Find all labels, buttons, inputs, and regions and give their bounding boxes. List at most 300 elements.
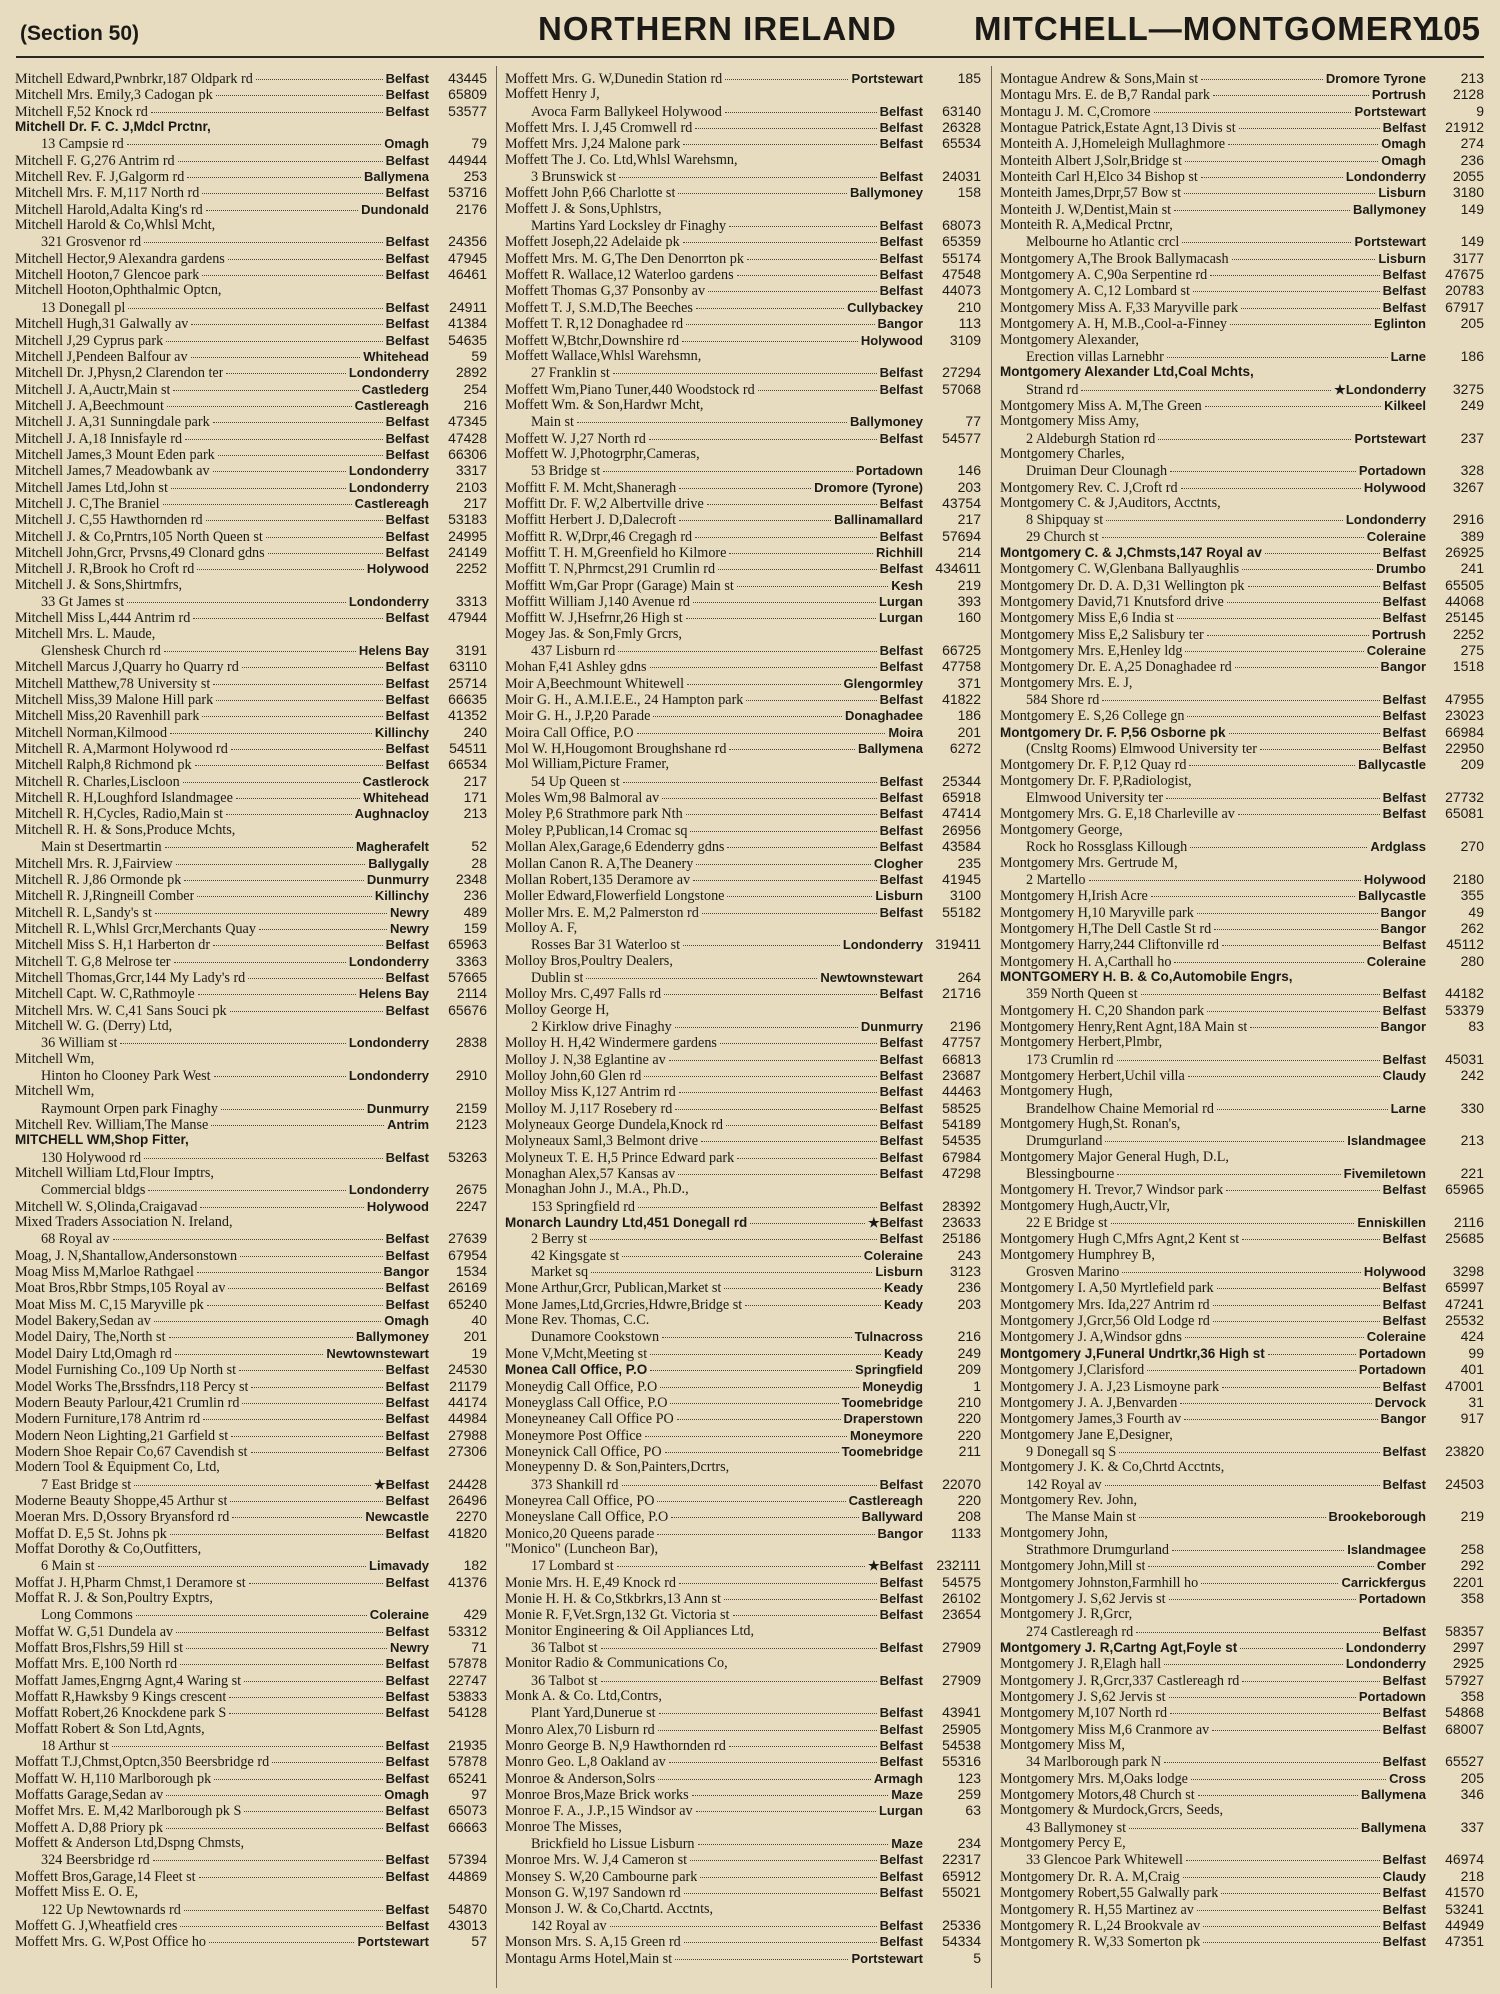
entry-name: Mitchell Mrs. R. J,Fairview [15,855,173,872]
entry-exchange: Belfast [385,1770,429,1786]
entry-phone-number: 41822 [942,691,981,708]
entry-name: Moffatt W. H,110 Marlborough pk [15,1770,212,1787]
entry-exchange: Belfast [385,1656,429,1672]
listing-entry [15,1247,487,1263]
entry-exchange: Holywood [366,561,429,577]
entry-exchange: Belfast [385,969,429,985]
entry-exchange: Lisburn [875,1264,923,1280]
dot-leader [747,259,877,260]
dot-leader [679,1092,877,1093]
entry-phone-number: 47955 [1445,691,1484,708]
listing-entry [1000,511,1484,527]
entry-exchange: Bangor [877,316,923,332]
listing-entry [505,1132,981,1148]
dot-leader [669,1060,877,1061]
entry-name: Moffatt Bros,Flshrs,59 Hill st [15,1640,184,1656]
entry-name: 324 Beersbridge rd [41,1852,150,1869]
listing-entry [1000,1018,1484,1034]
entry-exchange: Belfast [879,790,923,806]
dot-leader [696,308,844,309]
entry-exchange: Belfast [879,120,923,136]
listing-entry [15,1884,487,1900]
entry-phone-number: 21912 [1445,119,1484,136]
listing-entry [505,364,981,380]
listing-entry [15,1688,487,1704]
dot-leader [718,569,877,570]
listing-entry [1000,1361,1484,1377]
dot-leader [184,1910,383,1911]
entry-exchange: Belfast [879,1738,923,1754]
entry-phone-number: 1 [973,1377,981,1394]
entry-phone-number: 58357 [1445,1622,1484,1639]
entry-phone-number: 221 [1460,1165,1484,1182]
entry-exchange: Belfast [1382,1721,1426,1737]
entry-phone-number: 24530 [448,1361,487,1378]
entry-name: Moneyglass Call Office, P.O [505,1394,668,1411]
entry-name: Montgomery J. S,62 Jervis st [1000,1689,1166,1706]
entry-phone-number: 65676 [448,1001,487,1018]
entry-phone-number: 216 [463,396,487,413]
entry-exchange: Londonderry [842,937,923,953]
entry-name: Mitchell William Ltd,Flour Imptrs, [15,1165,214,1182]
entry-phone-number: 213 [1460,1132,1484,1149]
entry-phone-number: 44944 [448,151,487,168]
entry-exchange: Bangor [1380,920,1426,936]
entry-exchange: Holywood [860,332,923,348]
listing-entry [15,1051,487,1067]
dot-leader [684,1893,877,1894]
entry-name: Montgomery J. K. & Co,Chrtd Acctnts, [1000,1459,1225,1476]
listing-entry [505,495,981,511]
entry-phone-number: 26496 [448,1491,487,1508]
listing-entry [15,1770,487,1786]
entry-name: Mitchell W. G. (Derry) Ltd, [15,1017,173,1034]
dot-leader [164,651,356,652]
entry-name: Montgomery R. W,33 Somerton pk [1000,1934,1201,1951]
entry-exchange: Bangor [1380,1411,1426,1427]
dot-leader [1105,1485,1380,1486]
entry-exchange: Belfast [1382,1296,1426,1312]
entry-phone-number: 3363 [455,952,487,969]
entry-name: Mitchell Capt. W. C,Rathmoyle [15,986,195,1003]
listing-entry [15,348,487,364]
listing-entry [15,217,487,233]
dot-leader [1184,193,1375,194]
entry-exchange: Belfast [385,1247,429,1263]
dot-leader [645,1436,847,1437]
entry-phone-number: 393 [957,593,981,609]
entry-name: Mitchell R. L,Whlsl Grcr,Merchants Quay [15,920,256,937]
entry-name: Molloy J. N,38 Eglantine av [505,1051,666,1068]
entry-exchange: Maze [891,1836,923,1852]
entry-name: Montgomery J. S,62 Jervis st [1000,1590,1166,1607]
entry-exchange: Belfast [879,1133,923,1149]
listing-entry [15,773,487,789]
entry-exchange: Belfast [385,1917,429,1933]
entry-name: Hinton ho Clooney Park West [41,1067,211,1084]
dot-leader [170,1534,383,1535]
listing-entry [15,1933,487,1949]
listing-entry [15,119,487,135]
dot-leader [207,1305,383,1306]
entry-name: Montgomery C. & J,Chmsts,147 Royal av [1000,544,1262,560]
entry-name: Model Works The,Brssfndrs,118 Percy st [15,1378,249,1395]
listing-entry [1000,1427,1484,1443]
entry-phone-number: 53312 [448,1622,487,1639]
entry-phone-number: 57665 [448,968,487,985]
dot-leader [153,1860,383,1861]
entry-phone-number: 54511 [449,740,487,757]
entry-exchange: Belfast [385,708,429,724]
entry-exchange: Belfast [879,822,923,838]
listing-entry [505,1443,981,1459]
entry-exchange: Newry [389,920,429,936]
entry-name: Monteith Carl H,Elco 34 Bishop st [1000,169,1198,186]
entry-exchange: Portadown [1358,463,1426,479]
listing-entry [505,1639,981,1655]
listing-entry [1000,1296,1484,1312]
dot-leader [737,1158,876,1159]
listing-entry [1000,658,1484,674]
listing-entry [15,1067,487,1083]
listing-entry [1000,1672,1484,1688]
entry-phone-number: 264 [957,968,981,985]
entry-name: Monroe The Misses, [505,1818,622,1835]
listing-entry [15,233,487,249]
dot-leader [1164,1664,1343,1665]
dot-leader [230,1011,383,1012]
entry-phone-number: 26169 [448,1279,487,1296]
dot-leader [669,1762,877,1763]
entry-name: Dunamore Cookstown [531,1329,660,1346]
entry-exchange: Londonderry [348,1182,429,1198]
entry-phone-number: 371 [957,674,981,691]
entry-exchange: Londonderry [348,479,429,495]
entry-name: 9 Donegall sq S [1026,1443,1117,1460]
dot-leader [1129,1828,1358,1829]
listing-entry [1000,1590,1484,1606]
entry-phone-number: 159 [463,919,487,936]
dot-leader [724,1288,881,1289]
entry-exchange: Ballinamallard [834,512,923,528]
entry-name: Moffett Mrs. J,24 Malone park [505,136,681,153]
listing-entry [15,560,487,576]
entry-name: Moley P,6 Strathmore park Nth [505,806,683,823]
entry-phone-number: 203 [957,478,981,495]
entry-exchange: Belfast [385,528,429,544]
entry-phone-number: 220 [957,1410,981,1427]
dot-leader [1229,733,1380,734]
listing-entry [1000,740,1484,756]
dot-leader [1240,1648,1343,1649]
entry-exchange: Belfast [385,1411,429,1427]
listing-entry [505,1100,981,1116]
entry-exchange: Belfast [385,1738,429,1754]
entry-phone-number: 24149 [448,543,487,560]
entry-exchange: Belfast [385,1623,429,1639]
listing-entry [15,1802,487,1818]
dot-leader [1170,1713,1380,1714]
listing-entry [505,1868,981,1884]
entry-name: Monroe F. A., J.P.,15 Windsor av [505,1803,693,1820]
entry-phone-number: 489 [463,903,487,920]
listing-entry [505,1312,981,1328]
entry-exchange: Belfast [385,1868,429,1884]
entry-name: Model Dairy, The,North st [15,1329,166,1346]
listing-entry [1000,642,1484,658]
entry-phone-number: 182 [463,1557,487,1574]
entry-phone-number: 45112 [1446,936,1484,953]
entry-name: Moffatts Garage,Sedan av [15,1787,164,1804]
listing-entry [1000,577,1484,593]
entry-phone-number: 358 [1460,1589,1484,1606]
entry-exchange: Belfast [1382,1917,1426,1933]
listing-entry [15,642,487,658]
entry-exchange: Claudy [1382,1868,1426,1884]
listing-entry [505,250,981,266]
entry-exchange: Belfast [879,904,923,920]
listing-column-2 [505,70,981,1988]
listing-entry [1000,1917,1484,1933]
dot-leader [1214,929,1377,930]
entry-exchange: Castlederg [361,381,429,397]
dot-leader [231,1436,382,1437]
entry-phone-number: 217 [463,494,487,511]
entry-exchange: Belfast [879,1705,923,1721]
dot-leader [1174,962,1363,963]
entry-name: 6 Main st [41,1558,95,1575]
entry-name: Moneyslane Call Office, P.O [505,1509,669,1526]
dot-leader [686,814,877,815]
entry-name: Mitchell Miss S. H,1 Harberton dr [15,937,211,954]
entry-exchange: Belfast [879,1868,923,1884]
dot-leader [180,1664,383,1665]
entry-name: Montgomery Hugh,Auctr,Vlr, [1000,1197,1170,1214]
entry-name: Monro Geo. L,8 Oakland av [505,1754,666,1771]
dot-leader [249,1583,383,1584]
entry-name: Montgomery J,Funeral Undrtkr,36 High st [1000,1345,1265,1361]
entry-exchange: Belfast [879,169,923,185]
entry-phone-number: 54868 [1445,1704,1484,1721]
entry-name: Montgomery Mrs. E,Henley ldg [1000,643,1183,660]
entry-name: 34 Marlborough park N [1026,1754,1162,1771]
entry-exchange: Londonderry [348,1067,429,1083]
listing-entry [1000,609,1484,625]
entry-phone-number: 65081 [1445,805,1484,822]
listing-entry [15,1901,487,1917]
entry-name: 43 Ballymoney st [1026,1819,1127,1836]
entry-name: Moneynick Call Office, PO [505,1443,662,1460]
entry-name: Molyneaux Saml,3 Belmont drive [505,1133,699,1150]
entry-phone-number: 65534 [942,135,981,152]
entry-phone-number: 53183 [448,511,487,528]
dot-leader [698,1844,889,1845]
dot-leader [184,880,364,881]
listing-entry [15,1214,487,1230]
listing-entry [1000,1819,1484,1835]
entry-name: Moffitt W. J,Hsefrnr,26 High st [505,610,683,627]
entry-exchange: Lurgan [878,610,923,626]
listing-entry [505,479,981,495]
entry-name: Montgomery Hugh,St. Ronan's, [1000,1116,1181,1132]
listing-entry [1000,1884,1484,1900]
entry-name: Blessingbourne [1026,1166,1115,1183]
entry-exchange: Helens Bay [358,643,429,659]
listing-entry [1000,1835,1484,1851]
entry-exchange: Belfast [385,741,429,757]
entry-name: Monaghan Alex,57 Kansas av [505,1166,676,1183]
listing-entry [15,822,487,838]
listing-entry [1000,1459,1484,1475]
entry-phone-number: 41384 [448,315,487,332]
listing-entry [505,773,981,789]
entry-name: Mone Rev. Thomas, C.C. [505,1312,650,1329]
entry-phone-number: 54128 [448,1704,487,1721]
entry-phone-number: 57878 [448,1753,487,1770]
entry-exchange: Belfast [385,1705,429,1721]
entry-name: Moley P,Publican,14 Cromac sq [505,822,688,839]
listing-entry [1000,1623,1484,1639]
dot-leader [167,406,352,407]
dot-leader [1111,1223,1355,1224]
listing-entry [1000,201,1484,217]
entry-phone-number: 65359 [942,233,981,250]
entry-exchange: Ardglass [1370,839,1426,855]
dot-leader [1174,210,1350,211]
dot-leader [733,1615,877,1616]
entry-phone-number: 330 [1460,1099,1484,1116]
listing-entry [1000,86,1484,102]
entry-name: Montgomery J,Clarisford [1000,1362,1145,1379]
entry-name: Mitchell R. H,Cycles, Radio,Main st [15,806,224,823]
entry-exchange: Belfast [879,1607,923,1623]
listing-entry [505,855,981,871]
entry-exchange: Omagh [384,1787,429,1803]
listing-entry [1000,528,1484,544]
listing-entry [505,1476,981,1492]
entry-exchange: Moneymore [850,1427,923,1443]
entry-name: Moffett A. D,88 Priory pk [15,1819,163,1836]
listing-entry [505,1557,981,1573]
entry-exchange: Belfast [1382,1885,1426,1901]
entry-exchange: Belfast [385,1149,429,1165]
dot-leader [221,1109,364,1110]
entry-phone-number: 27988 [448,1426,487,1443]
entry-name: Montgomery George, [1000,821,1123,838]
entry-name: Mitchell Mrs. Emily,3 Cadogan pk [15,87,213,104]
entry-exchange: Belfast [1382,708,1426,724]
dot-leader [660,1387,859,1388]
entry-name: Moir G. H., A.M.I.E.E., 24 Hampton park [505,692,744,709]
entry-name: Moeran Mrs. D,Ossory Bryansford rd [15,1509,230,1526]
entry-exchange: ★Londonderry [1334,381,1426,397]
entry-phone-number: 23654 [942,1606,981,1623]
entry-phone-number: 25145 [1445,609,1484,626]
entry-name: Monroe & Anderson,Solrs [505,1770,656,1787]
entry-phone-number: 21716 [942,985,981,1002]
entry-exchange: Belfast [879,267,923,283]
entry-exchange: ★Belfast [867,1215,923,1231]
listing-entry [1000,1002,1484,1018]
entry-name: Mitchell Miss L,444 Antrim rd [15,610,191,627]
listing-entry [15,838,487,854]
entry-phone-number: 185 [957,70,981,86]
entry-name: Grosven Marino [1026,1264,1120,1281]
dot-leader [675,1109,876,1110]
dot-leader [1148,1566,1373,1567]
entry-name: (Cnsltg Rooms) Elmwood University ter [1026,741,1257,758]
listing-entry [15,1018,487,1034]
dot-leader [726,1125,877,1126]
entry-name: Montgomery H,Irish Acre [1000,888,1148,905]
entry-exchange: Bangor [877,1525,923,1541]
entry-name: Moffett T. J, S.M.D,The Beeches [505,299,693,316]
entry-phone-number: 26102 [942,1589,981,1606]
entry-name: Monson Mrs. S. A,15 Green rd [505,1934,681,1951]
entry-name: Moneypenny D. & Son,Painters,Dcrtrs, [505,1459,730,1476]
entry-phone-number: 205 [1460,1769,1484,1786]
entry-exchange: Keady [883,1345,923,1361]
entry-phone-number: 2252 [1452,625,1484,642]
entry-phone-number: 45031 [1445,1050,1484,1067]
listing-entry [15,1181,487,1197]
entry-exchange: Belfast [879,1885,923,1901]
listing-entry [505,953,981,969]
entry-name: Moneydig Call Office, P.O [505,1378,658,1395]
entry-phone-number: 213 [1460,70,1484,86]
entry-exchange: Londonderry [348,463,429,479]
entry-name: Mitchell Miss,20 Ravenhill park [15,708,200,725]
entry-exchange: Fivemiletown [1343,1166,1426,1182]
dot-leader [746,700,876,701]
listing-entry [505,1410,981,1426]
entry-name: Monsey S. W,20 Cambourne park [505,1868,698,1885]
entry-exchange: Coleraine [369,1607,429,1623]
entry-exchange: Eglinton [1374,316,1426,332]
dot-leader [1117,1060,1380,1061]
entry-name: Montague Andrew & Sons,Main st [1000,71,1199,87]
entry-name: Erection villas Larnebhr [1026,348,1164,365]
entry-name: Mitchell James,7 Meadowbank av [15,463,210,480]
entry-exchange: Comber [1376,1558,1426,1574]
entry-phone-number: 66635 [448,691,487,708]
dot-leader [1198,1795,1358,1796]
dot-leader [170,733,372,734]
entry-exchange: Limavady [369,1558,429,1574]
listing-entry [1000,1198,1484,1214]
entry-name: 36 Talbot st [531,1672,598,1689]
dot-leader [591,1272,872,1273]
entry-exchange: Belfast [879,1084,923,1100]
dot-leader [113,1239,383,1240]
entry-exchange: Belfast [879,218,923,234]
entry-name: Montague Patrick,Estate Agnt,13 Divis st [1000,120,1236,137]
dot-leader [662,798,876,799]
dot-leader [665,1452,839,1453]
listing-entry [15,1753,487,1769]
entry-exchange: Lisburn [1378,185,1426,201]
listing-entry [505,887,981,903]
dot-leader [653,716,842,717]
entry-phone-number: 328 [1460,462,1484,479]
entry-name: Mone James,Ltd,Grcries,Hdwre,Bridge st [505,1296,743,1313]
listing-entry [15,1427,487,1443]
entry-name: Moffett G. J,Wheatfield cres [15,1917,178,1934]
dot-leader [750,1223,865,1224]
entry-phone-number: 58525 [942,1099,981,1116]
entry-name: Moffett The J. Co. Ltd,Whlsl Warehsmn, [505,151,738,168]
entry-phone-number: 43013 [448,1916,487,1933]
